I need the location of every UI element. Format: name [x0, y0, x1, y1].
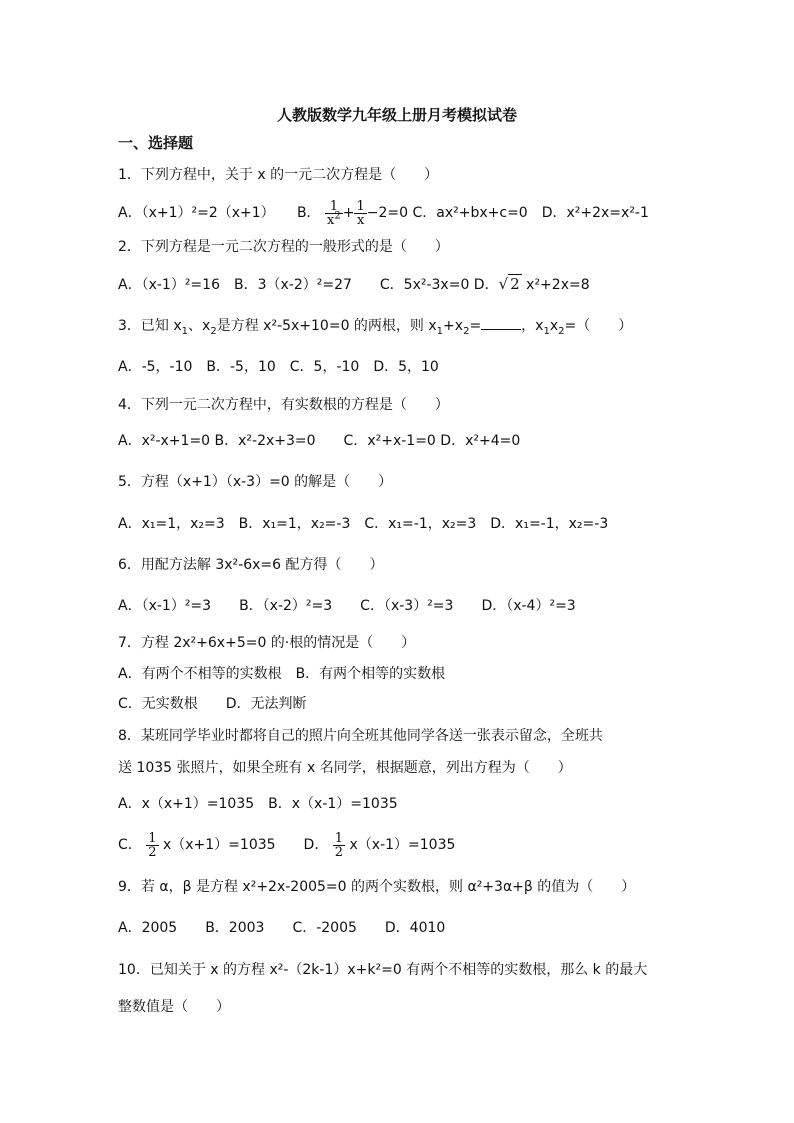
question-8-options-cd — [118, 828, 455, 862]
question-9-options: A．2005 B．2003 C．-2005 D．4010 — [118, 920, 446, 936]
q8-option-c-label: C． — [118, 837, 142, 853]
sqrt-radicand: 2 — [510, 275, 520, 293]
answer-blank — [481, 317, 521, 330]
question-7-options-ab: A．有两个不相等的实数根 B．有两个相等的实数根 — [118, 666, 446, 682]
question-6-options: A．（x-1）²=3 B．（x-2）²=3 C．（x-3）²=3 D．（x-4）²=3 — [118, 598, 576, 614]
question-4-stem: 4．下列一元二次方程中，有实数根的方程是（ ） — [118, 397, 449, 413]
q8-option-d-rest: x（x-1）=1035 — [349, 837, 456, 853]
q3-text: x — [549, 318, 559, 334]
page-title: 人教版数学九年级上册月考模拟试卷 — [276, 106, 517, 124]
question-2-stem: 2．下列方程是一元二次方程的一般形式的是（ ） — [118, 239, 449, 255]
q3-text: 是方程 x²-5x+10=0 的两根，则 x — [216, 318, 437, 334]
subscript: 1 — [543, 325, 550, 337]
fraction-denominator — [325, 210, 343, 228]
question-1-options — [118, 198, 649, 228]
q1-option-a: A．（x+1）²=2（x+1） — [118, 205, 275, 221]
sqrt-symbol: √ 2 — [498, 275, 520, 293]
question-7-stem: 7．方程 2x²+6x+5=0 的·根的情况是（ ） — [118, 635, 416, 651]
question-8-stem-line-1: 8．某班同学毕业时都将自己的照片向全班其他同学各送一张表示留念，全班共 — [118, 728, 603, 744]
q8-option-c-rest: x（x+1）=1035 D． — [162, 837, 329, 853]
question-9-stem: 9．若 α，β 是方程 x²+2x-2005=0 的两个实数根，则 α²+3α+β 的值为（ ） — [118, 879, 636, 895]
q3-text: 、x — [188, 318, 211, 334]
q3-text: ，x — [521, 318, 544, 334]
fraction-numerator: 1 — [356, 198, 365, 214]
fraction-numerator: 1 — [334, 830, 344, 846]
question-3-options: A．-5，-10 B．-5，10 C．5，-10 D．5，10 — [118, 359, 439, 375]
fraction-one-half — [146, 832, 158, 859]
q1-option-b-rest: −2=0 — [366, 205, 409, 221]
question-8-stem-line-2: 送 1035 张照片，如果全班有 x 名同学，根据题意，列出方程为（ ） — [118, 760, 572, 776]
question-5-stem: 5．方程（x+1）（x-3）=0 的解是（ ） — [118, 474, 393, 490]
q1-option-b-label: B． — [296, 205, 321, 221]
q3-text: = — [469, 318, 482, 334]
question-4-options: A．x²-x+1=0 B．x²-2x+3=0 C．x²+x-1=0 D．x²+4=0 — [118, 433, 521, 449]
question-5-options: A．x₁=1，x₂=3 B．x₁=1，x₂=-3 C．x₁=-1，x₂=3 D．x₁=-1，x₂=-3 — [118, 516, 609, 532]
question-2-options — [118, 275, 590, 294]
q3-text: 3．已知 x — [118, 318, 182, 334]
question-10-stem-line-1: 10．已知关于 x 的方程 x²-（2k-1）x+k²=0 有两个不相等的实数根，那么 k 的最大 — [118, 962, 648, 978]
denominator-exponent: 2 — [334, 210, 341, 222]
question-1-stem: 1．下列方程中，关于 x 的一元二次方程是（ ） — [118, 167, 439, 183]
subscript: 1 — [181, 325, 189, 337]
section-heading: 一、选择题 — [118, 134, 194, 152]
fraction-denominator: x — [354, 213, 366, 227]
question-10-stem-line-2: 整数值是（ ） — [118, 999, 230, 1015]
subscript: 2 — [210, 325, 217, 337]
question-8-options-ab: A．x（x+1）=1035 B．x（x-1）=1035 — [118, 796, 398, 812]
subscript: 1 — [436, 325, 444, 337]
q1-options-cd: C．ax²+bx+c=0 D．x²+2x=x²-1 — [412, 205, 649, 221]
q2-option-d-rest: x²+2x=8 — [521, 277, 590, 293]
question-3-stem — [118, 317, 632, 335]
question-6-stem: 6．用配方法解 3x²-6x=6 配方得（ ） — [118, 557, 384, 573]
q2-options-abc: A．（x-1）²=16 B．3（x-2）²=27 C．5x²-3x=0 D． — [118, 277, 499, 293]
q1-fraction-1 — [325, 200, 343, 227]
denominator-base: x — [327, 212, 335, 228]
fraction-numerator: 1 — [148, 830, 157, 846]
subscript: 2 — [463, 325, 470, 337]
fraction-numerator: 1 — [329, 198, 339, 214]
fraction-denominator: 2 — [334, 844, 344, 860]
plus-sign: + — [342, 205, 355, 221]
question-7-options-cd: C．无实数根 D．无法判断 — [118, 696, 307, 712]
q1-fraction-2 — [354, 200, 366, 227]
q3-text: =（ ） — [564, 318, 633, 334]
fraction-one-half — [333, 832, 345, 859]
fraction-denominator: 2 — [148, 844, 157, 860]
subscript: 2 — [558, 325, 565, 337]
q3-text: +x — [443, 318, 464, 334]
